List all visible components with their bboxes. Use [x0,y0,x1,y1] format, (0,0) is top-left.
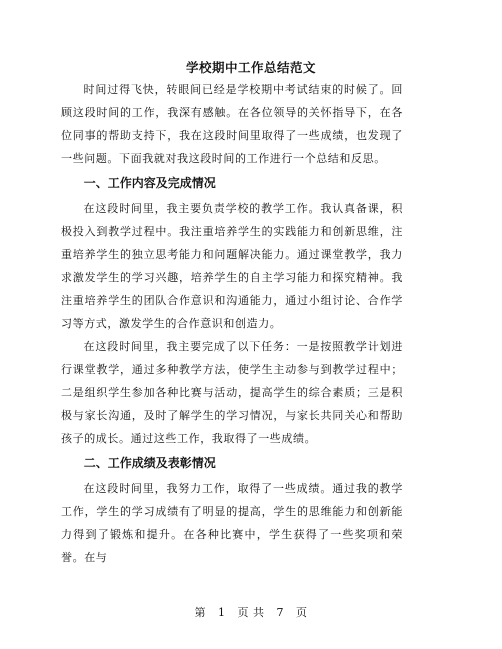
section1-paragraph-2: 在这段时间里，我主要完成了以下任务：一是按照教学计划进行课堂教学，通过多种教学方法，使学生主动参与到教学过程中；二是组织学生参加各种比赛与活动，提高学生的综合素质；三是积极与家长沟通，及时了解学生的学习情况，与家长共同关心和帮助孩子的成长。通过这些工作，我取得了一些成绩。 [61,340,403,445]
document-title: 学校期中工作总结范文 [185,60,316,75]
footer-suffix: 页 [296,606,308,619]
page-footer [0,604,502,620]
section-heading-work-content: 一、工作内容及完成情况 [83,176,216,190]
intro-paragraph: 时间过得飞快，转眼间已经是学校期中考试结束的时候了。回顾这段时间的工作，我深有感触。在各位领导的关怀指导下，在各位同事的帮助支持下，我在这段时间里取得了一些成绩，也发现了一些问题。下面我就对我这段时间的工作进行一个总结和反思。 [61,83,403,165]
section2-paragraph-1: 在这段时间里，我努力工作，取得了一些成绩。通过我的教学工作，学生的学习成绩有了明显的提高，学生的思维能力和创新能力得到了锻炼和提升。在各种比赛中，学生获得了一些奖项和荣誉。在与 [61,482,403,564]
footer-prefix: 第 [194,606,206,619]
footer-total-pages: 7 [276,606,284,619]
footer-middle: 页 共 [237,606,265,619]
document-body [61,78,403,569]
section1-paragraph-1: 在这段时间里，我主要负责学校的教学工作。我认真备课，积极投入到教学过程中。我注重培养学生的实践能力和创新思维，注重培养学生的独立思考能力和问题解决能力。通过课堂教学，我力求激发学生的学习兴趣，培养学生的自主学习能力和探究精神。我注重培养学生的团队合作意识和沟通能力，通过小组讨论、合作学习等方式，激发学生的合作意识和创造力。 [61,202,403,330]
footer-current-page: 1 [218,606,226,619]
section-heading-achievements: 二、工作成绩及表彰情况 [83,456,216,470]
